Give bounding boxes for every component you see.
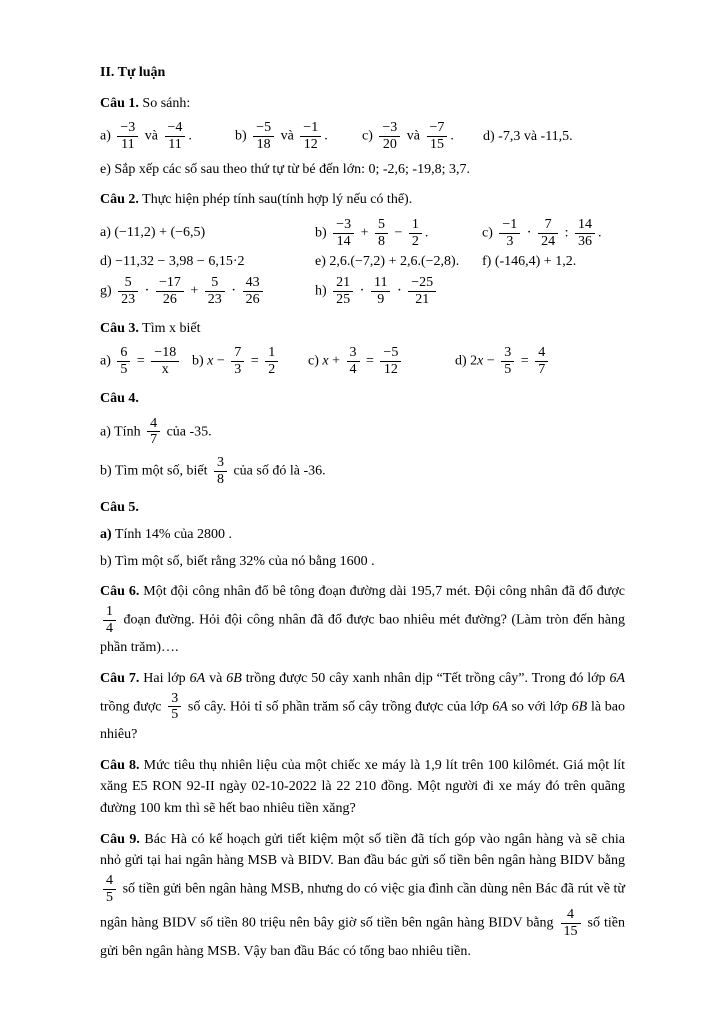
text-run: = (517, 353, 533, 369)
text-run: và (403, 128, 424, 144)
cau-4-header (100, 388, 625, 410)
fraction (117, 345, 130, 377)
fraction-denominator: 21 (415, 292, 430, 308)
fraction-denominator: 3 (506, 233, 514, 249)
fraction (409, 217, 422, 249)
question-label: Câu 2. (100, 192, 139, 208)
fraction-numerator: 3 (501, 345, 514, 362)
question-label: Câu 1. (100, 95, 139, 111)
fraction (253, 120, 274, 152)
cau-6 (100, 581, 625, 659)
fraction-numerator: 4 (103, 873, 116, 890)
question-label: Câu 6. (100, 584, 140, 600)
exercise-item (482, 254, 576, 270)
text-run: . (597, 225, 602, 241)
text-run: a) (−11,2) + (−6,5) (100, 225, 206, 241)
text-run: a) (100, 353, 115, 369)
text-run: ⋅ (523, 225, 536, 241)
fraction (333, 275, 353, 307)
fraction-denominator: 12 (303, 137, 318, 153)
fraction-denominator: 9 (377, 292, 385, 308)
fraction-numerator: 5 (118, 275, 138, 292)
text-run: b) (192, 353, 208, 369)
fraction-numerator: −5 (380, 345, 401, 362)
fraction (165, 120, 186, 152)
fraction (103, 873, 116, 905)
text-run: f) (-146,4) + 1,2. (482, 254, 577, 270)
fraction-numerator: 4 (535, 345, 548, 362)
fraction-numerator: 1 (265, 345, 278, 362)
fraction (561, 907, 581, 939)
exercise-item (315, 254, 482, 270)
question-label: a) (100, 526, 112, 542)
exercise-item (483, 129, 573, 145)
text-run: 6A (609, 670, 626, 686)
fraction-numerator: −5 (253, 120, 274, 137)
fraction-denominator: 11 (168, 137, 182, 153)
text-run: Hai lớp (139, 670, 190, 686)
text-run: Tính 14% của 2800 . (111, 526, 232, 542)
fraction-denominator: 11 (121, 137, 135, 153)
fraction-numerator: 4 (561, 907, 581, 924)
text-run: b) (235, 128, 251, 144)
fraction-numerator: −18 (151, 345, 179, 362)
text-run: 6A (189, 670, 206, 686)
fraction-denominator: 8 (216, 471, 224, 487)
text-run: − (483, 353, 499, 369)
fraction-denominator: 7 (538, 362, 546, 378)
fraction-numerator: −1 (300, 120, 321, 137)
fraction (575, 217, 595, 249)
fraction (231, 345, 244, 377)
fraction (265, 345, 278, 377)
cau-9 (100, 829, 625, 963)
text-run: − (213, 353, 229, 369)
cau-2-row-gh (100, 274, 625, 308)
fraction-denominator: 8 (377, 233, 385, 249)
fraction (117, 120, 138, 152)
text-run: d) -7,3 và -11,5. (483, 128, 573, 144)
fraction-numerator: 3 (168, 691, 181, 708)
fraction-denominator: 18 (256, 137, 271, 153)
fraction-numerator: 1 (103, 604, 116, 621)
text-run: số tiền gửi bên ngân hàng MSB. Vậy ban đầu Bác có tổng bao nhiêu tiền. (100, 915, 625, 959)
fraction-numerator: −1 (499, 217, 520, 234)
fraction-denominator: 26 (162, 292, 177, 308)
text-run: . (188, 128, 192, 144)
cau-5-header (100, 497, 625, 519)
text-run: 6A (492, 699, 508, 715)
fraction-denominator: 5 (171, 707, 179, 723)
cau-2-row-def (100, 254, 625, 270)
fraction (205, 275, 225, 307)
text-run: e) Sắp xếp các số sau theo thứ tự từ bé đến lớn: 0; -2,6; -19,8; 3,7. (100, 161, 470, 177)
fraction-numerator: 4 (147, 416, 160, 433)
cau-2-header (100, 189, 625, 211)
fraction (156, 275, 184, 307)
fraction-denominator: 20 (382, 137, 397, 153)
cau-1-header (100, 93, 625, 115)
fraction (380, 345, 401, 377)
text-run: So sánh: (138, 95, 191, 111)
fraction-denominator: 5 (106, 889, 113, 905)
text-run: Thực hiện phép tính sau(tính hợp lý nếu có thể). (138, 192, 413, 208)
text-run: ⋅ (141, 283, 153, 299)
text-run: + (357, 225, 372, 241)
text-run: của -35. (163, 423, 212, 439)
fraction-denominator: 24 (541, 233, 556, 249)
cau-1-e (100, 159, 625, 181)
text-run: a) (100, 128, 115, 144)
text-run: 6B (571, 699, 588, 715)
text-run: x (207, 353, 214, 369)
text-run: a) Tính (100, 423, 145, 439)
text-run: so với lớp (507, 699, 572, 715)
fraction (118, 275, 138, 307)
fraction-denominator: 23 (121, 292, 136, 308)
exercise-item (100, 119, 235, 153)
text-run: + (328, 353, 344, 369)
exercise-item (100, 225, 315, 241)
cau-4-b (100, 454, 625, 488)
fraction-numerator: 7 (538, 217, 558, 234)
question-label: Câu 4. (100, 390, 139, 406)
exercise-item (315, 216, 482, 250)
text-run: ⋅ (393, 283, 406, 299)
text-run: b) Tìm một số, biết rằng 32% của nó bằng 1600 . (100, 553, 375, 569)
fraction-numerator: 7 (231, 345, 244, 362)
text-run: trồng được (100, 699, 166, 715)
fraction-numerator: −3 (333, 217, 354, 234)
text-run: số cây. Hỏi tỉ số phần trăm số cây trồng được của lớp (184, 699, 493, 715)
fraction-denominator: 15 (563, 924, 578, 940)
fraction (243, 275, 263, 307)
text-run: và (277, 128, 298, 144)
cau-5-b (100, 551, 625, 573)
text-run: = (362, 353, 378, 369)
text-run: c) (362, 128, 377, 144)
text-run: e) 2,6.(−7,2) + 2,6.(−2,8). (315, 254, 460, 270)
fraction-denominator: 14 (336, 233, 351, 249)
fraction-denominator: 15 (429, 137, 444, 153)
text-run: Tìm x biết (138, 320, 201, 336)
cau-8 (100, 755, 625, 820)
fraction (501, 345, 514, 377)
exercise-item (100, 344, 192, 378)
fraction-numerator: 1 (409, 217, 422, 234)
section-title (100, 62, 625, 84)
text-run: : (561, 225, 572, 241)
fraction-numerator: 11 (371, 275, 390, 292)
text-run: x (477, 353, 484, 369)
fraction-numerator: 5 (375, 217, 388, 234)
cau-3-row (100, 344, 625, 378)
fraction-numerator: 14 (575, 217, 595, 234)
fraction (408, 275, 436, 307)
fraction-numerator: 21 (333, 275, 353, 292)
question-label: Câu 5. (100, 500, 139, 516)
cau-3-header (100, 318, 625, 340)
text-run: là bao nhiêu? (100, 699, 625, 742)
fraction (147, 416, 160, 448)
text-run: ⋅ (356, 283, 368, 299)
fraction-denominator: 26 (245, 292, 260, 308)
fraction-numerator: −3 (379, 120, 400, 137)
exercise-item (192, 344, 308, 378)
fraction (347, 345, 360, 377)
text-run: + (186, 283, 202, 299)
exercise-item (100, 254, 315, 270)
fraction-numerator: −4 (165, 120, 186, 137)
fraction-denominator: 4 (349, 362, 357, 378)
fraction-numerator: 43 (243, 275, 263, 292)
text-run: d) 2 (455, 353, 478, 369)
text-run: . (324, 128, 328, 144)
fraction-numerator: −17 (156, 275, 184, 292)
fraction-denominator: 23 (207, 292, 222, 308)
text-run: g) (100, 283, 116, 299)
text-run: của số đó là -36. (229, 463, 326, 479)
fraction-denominator: 36 (577, 233, 592, 249)
question-label: Câu 8. (100, 757, 140, 773)
exercise-item (235, 119, 362, 153)
fraction-denominator: 4 (106, 620, 113, 636)
fraction (538, 217, 558, 249)
text-run: số tiền gửi bên ngân hàng MSB, nhưng do có việc gia đình cần dùng nên Bác đã rút về từ ngân hàng BIDV số tiền 80 triệu nên bây giờ số tiền bên ngân hàng BIDV bằng (100, 881, 625, 931)
exercise-item (315, 274, 439, 308)
text-run: và (141, 128, 162, 144)
fraction (168, 691, 181, 723)
text-run: ⋅ (227, 283, 240, 299)
fraction-denominator: 12 (383, 362, 398, 378)
fraction (499, 217, 520, 249)
text-run: h) (315, 283, 331, 299)
text-run: trồng được 50 cây xanh nhân dịp “Tết trồng cây”. Trong đó lớp (241, 670, 610, 686)
question-label: Câu 7. (100, 670, 140, 686)
fraction (371, 275, 390, 307)
fraction-denominator: 5 (120, 362, 128, 378)
section-title-text: II. Tự luận (100, 65, 166, 80)
exercise-item (308, 344, 455, 378)
fraction (151, 345, 179, 377)
text-run: 6B (226, 670, 242, 686)
fraction-denominator: 2 (411, 233, 419, 249)
fraction (103, 604, 116, 636)
cau-1-row-abcd (100, 119, 625, 153)
text-run: Một đội công nhân đổ bê tông đoạn đường dài 195,7 mét. Đội công nhân đã đổ được (139, 584, 625, 600)
question-label: Câu 9. (100, 831, 140, 847)
fraction (535, 345, 548, 377)
fraction-denominator: x (161, 362, 169, 378)
fraction (333, 217, 354, 249)
exercise-item (100, 274, 315, 308)
text-run: − (390, 225, 406, 241)
text-run: Mức tiêu thụ nhiên liệu của một chiếc xe máy là 1,9 lít trên 100 kilômét. Giá một lít xăng E5 RON 92-II ngày 02-10-2022 là 22 210 đồng. Một người đi xe máy đó trên quãng đường 100 km thì sẽ hết bao nhiêu tiền xăng? (100, 757, 625, 817)
fraction-denominator: 2 (268, 362, 276, 378)
fraction-denominator: 3 (234, 362, 242, 378)
fraction (214, 455, 227, 487)
text-run: Bác Hà có kế hoạch gửi tiết kiệm một số tiền đã tích góp vào ngân hàng và sẽ chia nhỏ gửi tại hai ngân hàng MSB và BIDV. Ban đầu bác gửi số tiền bên ngân hàng BIDV bằng (100, 831, 625, 869)
text-run: = (133, 353, 149, 369)
exercise-item (482, 216, 601, 250)
text-run: d) −11,32 − 3,98 − 6,15·2 (100, 254, 245, 270)
exercise-item (455, 344, 551, 378)
cau-7 (100, 668, 625, 746)
question-label: Câu 3. (100, 320, 139, 336)
text-run: và (205, 670, 227, 686)
exercise-item (362, 119, 483, 153)
fraction-numerator: 5 (205, 275, 225, 292)
text-run: = (247, 353, 263, 369)
fraction-numerator: 6 (117, 345, 130, 362)
text-run: . (424, 225, 429, 241)
cau-2-row-abc (100, 216, 625, 250)
text-run: b) (315, 225, 331, 241)
text-run: c) (482, 225, 497, 241)
fraction (375, 217, 388, 249)
fraction-denominator: 5 (504, 362, 512, 378)
fraction-numerator: 3 (214, 455, 227, 472)
fraction (379, 120, 400, 152)
fraction-numerator: 3 (347, 345, 360, 362)
text-run: c) (308, 353, 323, 369)
cau-5-a (100, 524, 625, 546)
fraction (300, 120, 321, 152)
fraction-denominator: 7 (150, 432, 158, 448)
fraction-numerator: −25 (408, 275, 436, 292)
text-run: . (450, 128, 454, 144)
fraction-numerator: −7 (427, 120, 448, 137)
document-body (100, 93, 625, 963)
cau-4-a (100, 415, 625, 449)
text-run: b) Tìm một số, biết (100, 463, 211, 479)
fraction (427, 120, 448, 152)
fraction-numerator: −3 (117, 120, 138, 137)
fraction-denominator: 25 (336, 292, 351, 308)
text-run: đoạn đường. Hỏi đội công nhân đã đổ được bao nhiêu mét đường? (Làm tròn đến hàng phần trăm)…. (100, 612, 625, 656)
text-run: x (322, 353, 329, 369)
